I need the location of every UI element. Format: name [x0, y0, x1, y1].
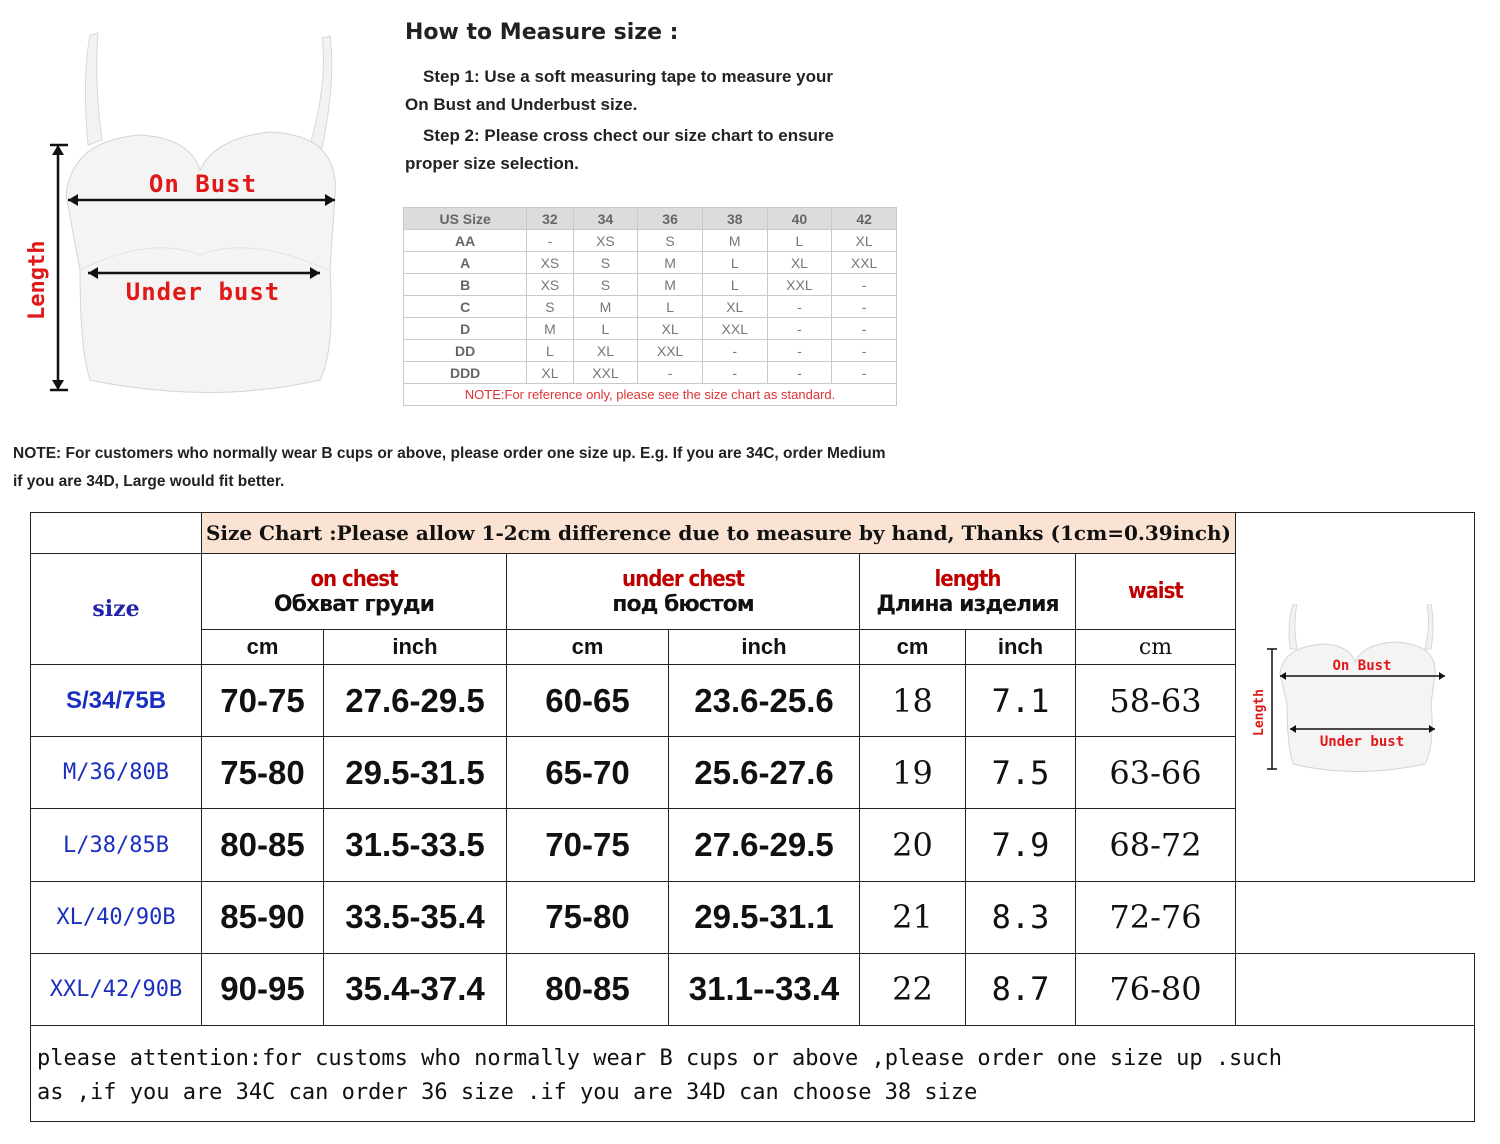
- under-chest-header: [507, 554, 860, 630]
- side-figure-cell: [1236, 513, 1475, 882]
- chest-inch-cell: 27.6-29.5: [324, 665, 507, 737]
- side-garment-illustration: [1245, 604, 1465, 784]
- blank-corner: [31, 513, 202, 554]
- us-size-cell: XXL: [638, 340, 703, 362]
- under-bust-label: Under bust: [125, 278, 281, 306]
- us-size-cell: XL: [767, 252, 832, 274]
- waist-cm-cell: 72-76: [1076, 881, 1236, 953]
- us-size-cell: L: [573, 318, 638, 340]
- us-size-cell: L: [767, 230, 832, 252]
- size-cell: XXL/42/90B: [31, 953, 202, 1025]
- us-size-cell: XL: [702, 296, 767, 318]
- length-label: Length: [25, 240, 50, 320]
- length-cm-cell: 20: [860, 809, 966, 881]
- waist-header: [1076, 554, 1236, 630]
- on-bust-label: On Bust: [148, 170, 258, 198]
- step2-line2: proper size selection.: [405, 154, 579, 173]
- side-under-bust-label: Under bust: [1319, 734, 1405, 751]
- us-size-row: [404, 252, 897, 274]
- size-column-header: size: [31, 554, 202, 665]
- us-size-cell: XS: [573, 230, 638, 252]
- step2-line1: Step 2: Please cross chect our size chart to ensure: [423, 126, 834, 145]
- length-inch-cell: 8.7: [966, 953, 1076, 1025]
- chest-cm-cell: 75-80: [202, 737, 324, 809]
- us-size-cell: -: [767, 296, 832, 318]
- us-size-header-cell: 34: [573, 208, 638, 230]
- us-size-cell: -: [832, 362, 897, 384]
- us-size-cell: XXL: [702, 318, 767, 340]
- us-size-cell: XS: [527, 274, 573, 296]
- step1-line1: Step 1: Use a soft measuring tape to measure your: [423, 67, 834, 86]
- us-size-note-row: [404, 384, 897, 406]
- how-to-title: How to Measure size :: [405, 20, 679, 45]
- unit-cell: inch: [966, 630, 1076, 665]
- under-cm-cell: 60-65: [507, 665, 669, 737]
- length-inch-cell: 7.1: [966, 665, 1076, 737]
- us-size-cell: L: [527, 340, 573, 362]
- length-cm-cell: 21: [860, 881, 966, 953]
- us-size-cell: XL: [573, 340, 638, 362]
- us-size-row: [404, 340, 897, 362]
- unit-cell: cm: [1076, 630, 1236, 665]
- under-cm-cell: 65-70: [507, 737, 669, 809]
- us-size-header-cell: 40: [767, 208, 832, 230]
- length-inch-cell: 7.5: [966, 737, 1076, 809]
- customer-note-line1: NOTE: For customers who normally wear B cups or above, please order one size up. E.g. If you are 34C, order Medium: [13, 445, 886, 462]
- cup-cell: D: [404, 318, 527, 340]
- on-chest-ru-label: Обхват груди: [273, 591, 435, 617]
- length-header: [860, 554, 1076, 630]
- us-size-cell: L: [638, 296, 703, 318]
- under-inch-cell: 27.6-29.5: [669, 809, 860, 881]
- chest-cm-cell: 90-95: [202, 953, 324, 1025]
- size-cell: L/38/85B: [31, 809, 202, 881]
- us-size-cell: M: [527, 318, 573, 340]
- under-chest-label: under chest: [622, 566, 744, 592]
- under-inch-cell: 29.5-31.1: [669, 881, 860, 953]
- us-size-cell: L: [702, 252, 767, 274]
- us-size-cell: -: [832, 274, 897, 296]
- on-chest-header: [202, 554, 507, 630]
- waist-cm-cell: 68-72: [1076, 809, 1236, 881]
- size-chart-caption: Size Chart :Please allow 1-2cm difference due to measure by hand, Thanks (1cm=0.39inch): [202, 513, 1236, 554]
- cup-cell: C: [404, 296, 527, 318]
- us-size-cell: XL: [638, 318, 703, 340]
- length-col-label: length: [934, 566, 1001, 592]
- us-size-cell: XXL: [767, 274, 832, 296]
- attention-line1: please attention:for customs who normally wear B cups or above ,please order one size up .such: [37, 1045, 1283, 1071]
- us-size-cell: S: [573, 274, 638, 296]
- size-cell: XL/40/90B: [31, 881, 202, 953]
- length-inch-cell: 7.9: [966, 809, 1076, 881]
- chest-inch-cell: 29.5-31.5: [324, 737, 507, 809]
- customer-note: [13, 440, 973, 496]
- us-size-header-cell: 32: [527, 208, 573, 230]
- us-size-cell: S: [638, 230, 703, 252]
- size-cell: S/34/75B: [31, 665, 202, 737]
- chest-inch-cell: 31.5-33.5: [324, 809, 507, 881]
- waist-cm-cell: 63-66: [1076, 737, 1236, 809]
- us-size-header-row: [404, 208, 897, 230]
- length-inch-cell: 8.3: [966, 881, 1076, 953]
- step1-line2: On Bust and Underbust size.: [405, 95, 638, 114]
- table-row: [31, 881, 1475, 953]
- us-size-cell: XL: [832, 230, 897, 252]
- attention-note: [31, 1025, 1475, 1121]
- length-cm-cell: 19: [860, 737, 966, 809]
- us-size-cell: XXL: [573, 362, 638, 384]
- us-size-header-cell: 42: [832, 208, 897, 230]
- unit-cell: cm: [860, 630, 966, 665]
- us-size-row: [404, 318, 897, 340]
- waist-cm-cell: 76-80: [1076, 953, 1236, 1025]
- us-size-header-cell: 38: [702, 208, 767, 230]
- chest-cm-cell: 80-85: [202, 809, 324, 881]
- us-size-cell: -: [702, 340, 767, 362]
- waist-cm-cell: 58-63: [1076, 665, 1236, 737]
- us-size-cell: -: [702, 362, 767, 384]
- us-size-row: [404, 296, 897, 318]
- size-cell: M/36/80B: [31, 737, 202, 809]
- us-size-cell: -: [767, 340, 832, 362]
- size-chart-table: [30, 512, 1475, 1122]
- under-cm-cell: 70-75: [507, 809, 669, 881]
- us-size-cell: -: [832, 296, 897, 318]
- chest-inch-cell: 35.4-37.4: [324, 953, 507, 1025]
- us-size-header-cell: US Size: [404, 208, 527, 230]
- under-inch-cell: 23.6-25.6: [669, 665, 860, 737]
- us-size-cell: -: [638, 362, 703, 384]
- unit-cell: inch: [324, 630, 507, 665]
- unit-cell: inch: [669, 630, 860, 665]
- us-size-cell: M: [638, 252, 703, 274]
- cup-cell: AA: [404, 230, 527, 252]
- us-size-cell: -: [767, 318, 832, 340]
- us-size-cell: L: [702, 274, 767, 296]
- us-size-cell: M: [573, 296, 638, 318]
- chest-cm-cell: 85-90: [202, 881, 324, 953]
- side-on-bust-label: On Bust: [1332, 658, 1392, 675]
- length-ru-label: Длина изделия: [876, 591, 1059, 617]
- under-chest-ru-label: под бюстом: [612, 591, 754, 617]
- us-size-cell: S: [573, 252, 638, 274]
- under-cm-cell: 80-85: [507, 953, 669, 1025]
- us-size-cell: M: [702, 230, 767, 252]
- us-size-row: [404, 362, 897, 384]
- cup-cell: B: [404, 274, 527, 296]
- chest-cm-cell: 70-75: [202, 665, 324, 737]
- us-size-cell: XXL: [832, 252, 897, 274]
- us-size-cell: -: [767, 362, 832, 384]
- us-size-note: NOTE:For reference only, please see the size chart as standard.: [404, 384, 897, 406]
- length-cm-cell: 18: [860, 665, 966, 737]
- unit-cell: cm: [202, 630, 324, 665]
- chest-inch-cell: 33.5-35.4: [324, 881, 507, 953]
- length-cm-cell: 22: [860, 953, 966, 1025]
- under-inch-cell: 31.1--33.4: [669, 953, 860, 1025]
- customer-note-line2: if you are 34D, Large would fit better.: [13, 473, 285, 490]
- us-size-cell: S: [527, 296, 573, 318]
- under-inch-cell: 25.6-27.6: [669, 737, 860, 809]
- unit-cell: cm: [507, 630, 669, 665]
- attention-line2: as ,if you are 34C can order 36 size .if you are 34D can choose 38 size: [37, 1079, 978, 1105]
- us-size-cell: M: [638, 274, 703, 296]
- cup-cell: DDD: [404, 362, 527, 384]
- garment-illustration: [10, 20, 370, 410]
- cup-cell: DD: [404, 340, 527, 362]
- on-chest-label: on chest: [310, 566, 398, 592]
- us-size-cell: -: [527, 230, 573, 252]
- table-row: [31, 953, 1475, 1025]
- side-length-label: Length: [1252, 689, 1268, 737]
- us-size-row: [404, 274, 897, 296]
- us-size-cell: XL: [527, 362, 573, 384]
- us-size-row: [404, 230, 897, 252]
- us-size-cell: -: [832, 340, 897, 362]
- us-size-cell: -: [832, 318, 897, 340]
- us-size-table: [403, 207, 897, 406]
- how-to-measure-section: [405, 20, 925, 178]
- cup-cell: A: [404, 252, 527, 274]
- under-cm-cell: 75-80: [507, 881, 669, 953]
- waist-label: waist: [1128, 579, 1183, 605]
- us-size-cell: XS: [527, 252, 573, 274]
- empty-cell: [1236, 953, 1475, 1025]
- us-size-header-cell: 36: [638, 208, 703, 230]
